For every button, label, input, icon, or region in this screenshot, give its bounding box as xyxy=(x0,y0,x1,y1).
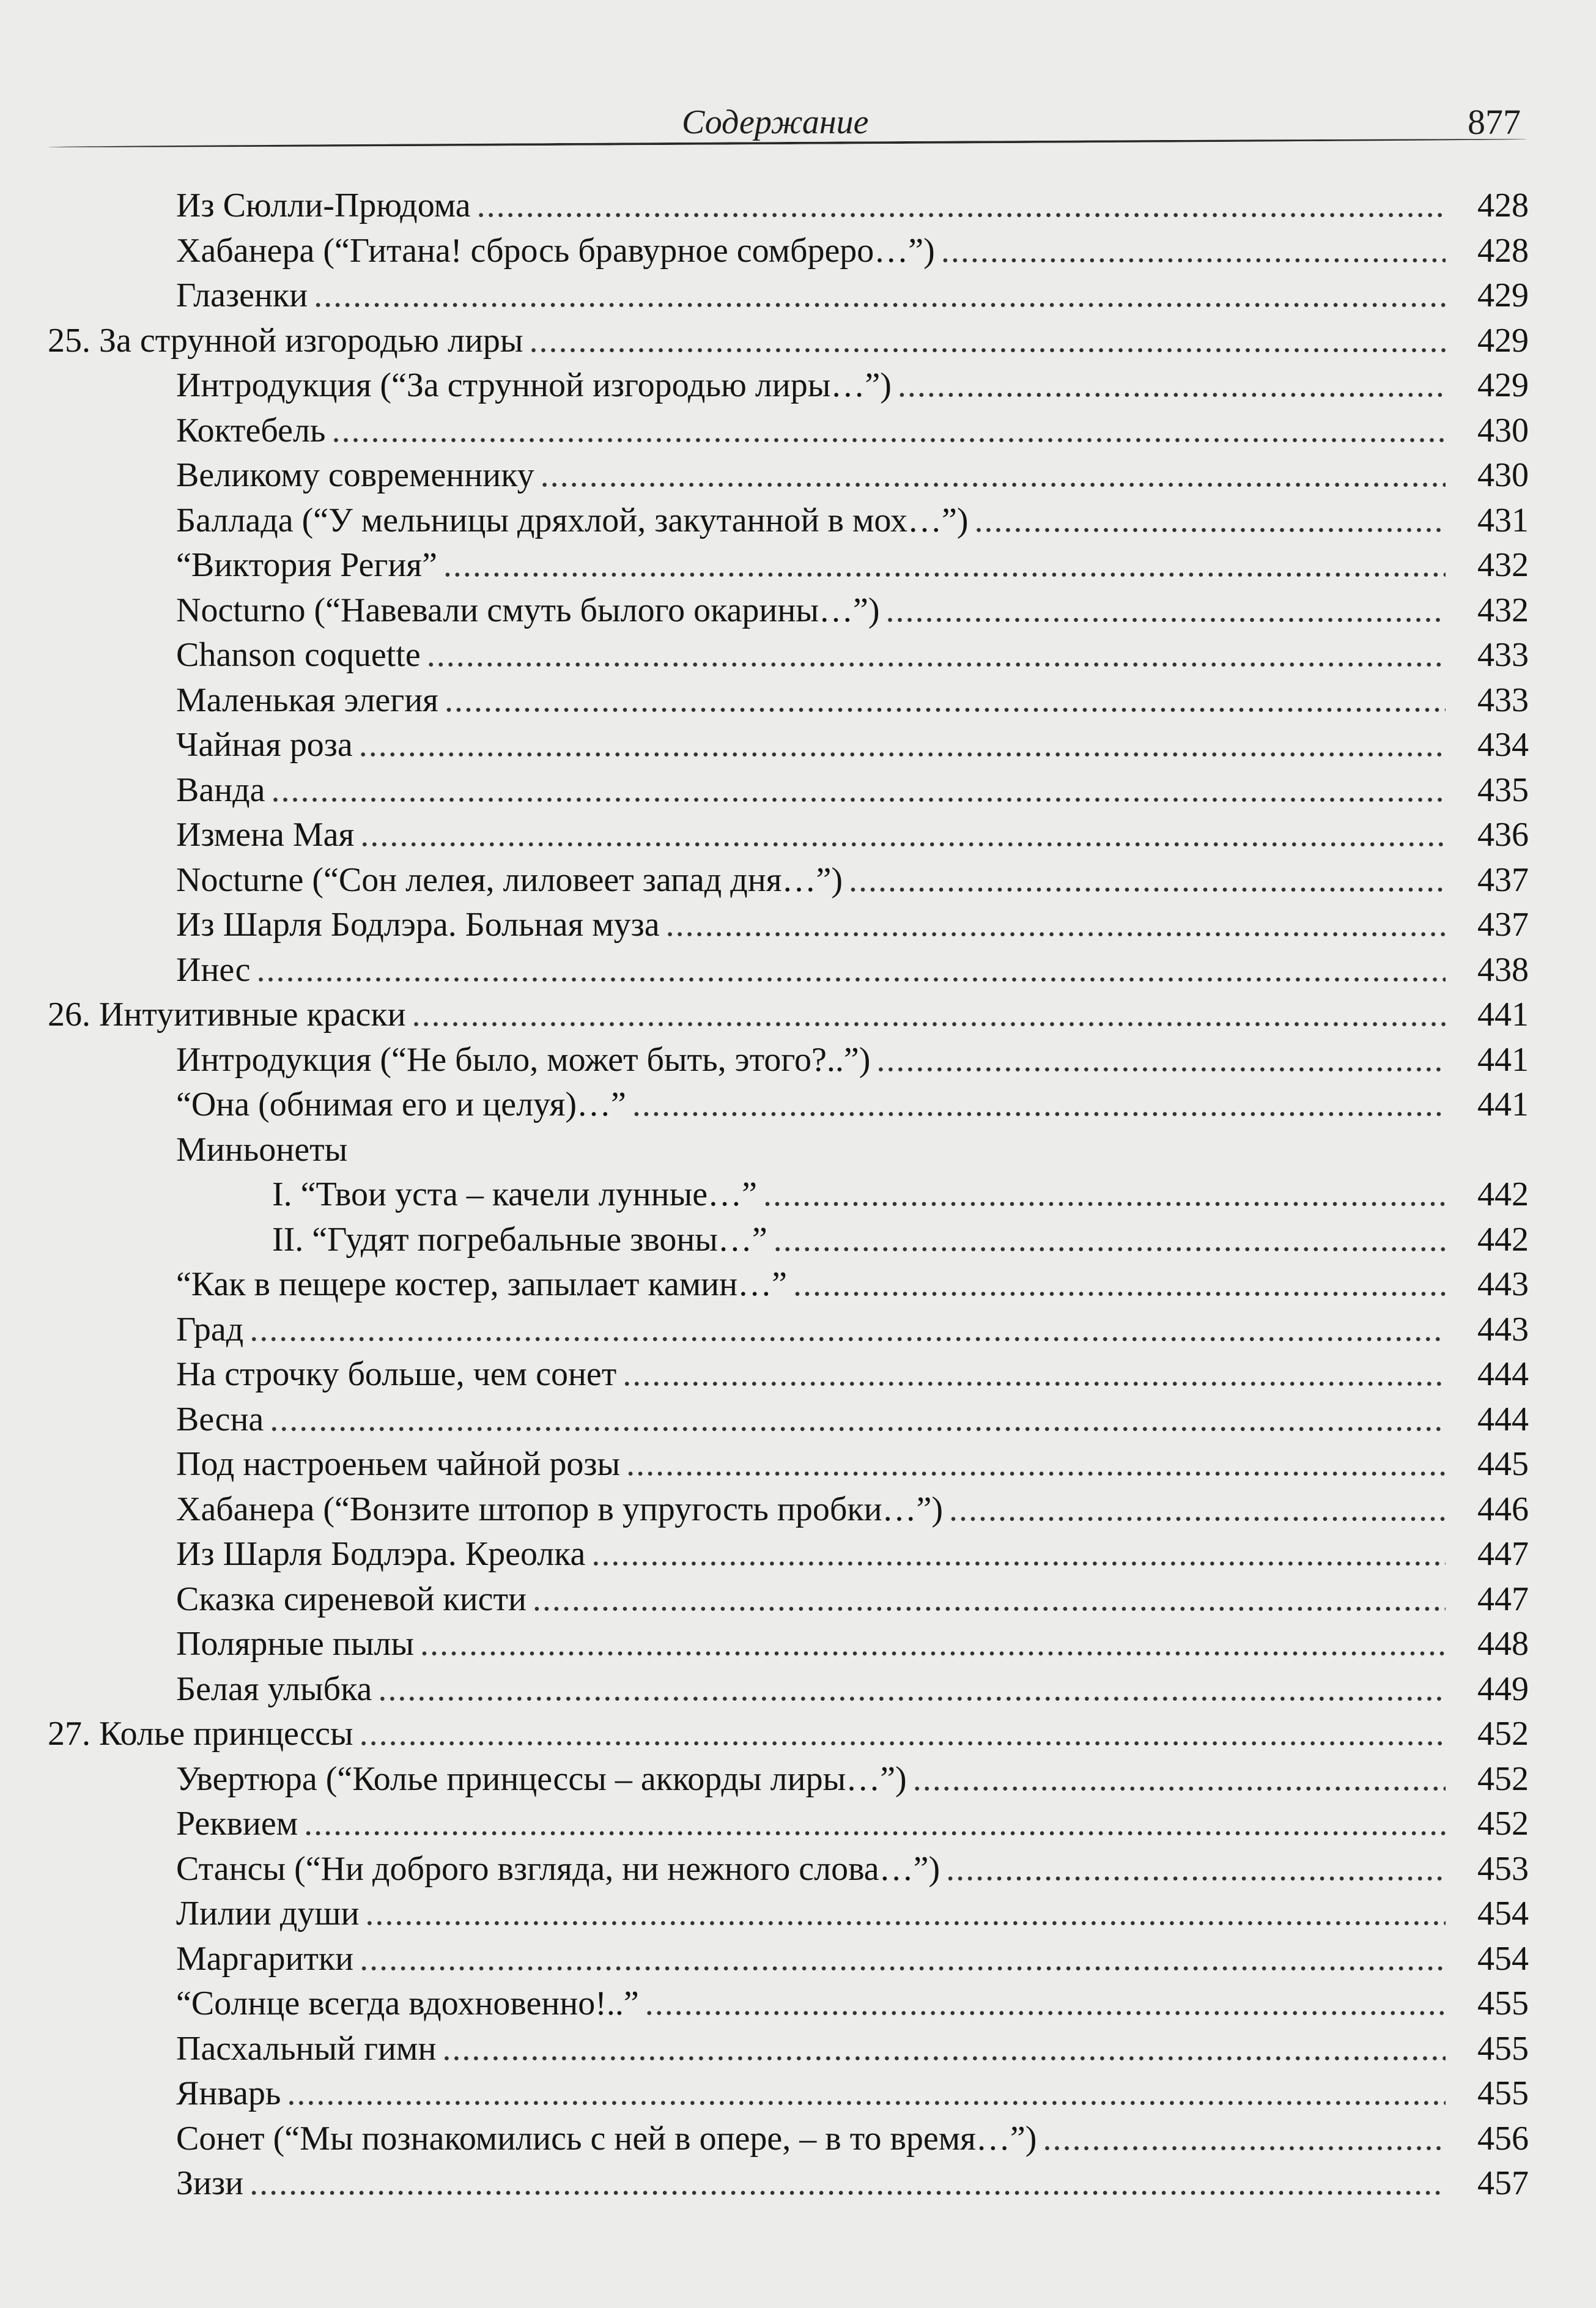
dot-leader xyxy=(533,1577,1446,1622)
toc-entry-row xyxy=(0,363,1529,409)
toc-page-number: 443 xyxy=(1477,1310,1529,1348)
toc-entry-row xyxy=(0,813,1529,858)
toc-entry-row xyxy=(0,1847,1529,1892)
toc-page-number: 432 xyxy=(1477,591,1529,629)
toc-page-number: 445 xyxy=(1477,1445,1529,1483)
toc-entry-row xyxy=(0,1082,1529,1128)
toc-entry-row xyxy=(0,858,1529,903)
toc-page-number: 452 xyxy=(1477,1805,1529,1843)
toc-entry-row xyxy=(0,1802,1529,1847)
dot-leader xyxy=(666,903,1446,948)
toc-entry-title: Nocturno (“Навевали смуть былого окарины…”) xyxy=(176,591,880,629)
dot-leader xyxy=(270,1397,1446,1443)
toc-page-number: 442 xyxy=(1477,1175,1529,1213)
running-title: Содержание xyxy=(682,103,869,141)
dot-leader xyxy=(949,1487,1446,1533)
toc-entry-title: Град xyxy=(176,1310,244,1348)
toc-entry-title: Полярные пылы xyxy=(176,1625,415,1663)
toc-page-number: 441 xyxy=(1477,1086,1529,1123)
toc-entry-title: Лилии души xyxy=(176,1895,360,1933)
dot-leader xyxy=(378,1667,1446,1712)
dot-leader xyxy=(272,768,1446,813)
dot-leader xyxy=(360,813,1446,858)
toc-entry-title: Измена Мая xyxy=(176,816,355,854)
toc-entry-title: Хабанера (“Гитана! сбрось бравурное сомбреро…”) xyxy=(176,231,935,270)
toc-entry-title: Сказка сиреневой кисти xyxy=(176,1580,526,1618)
toc-entry-row xyxy=(0,1622,1529,1667)
toc-page-number: 454 xyxy=(1477,1895,1529,1933)
toc-page-number: 448 xyxy=(1477,1625,1529,1663)
toc-entry-row xyxy=(0,1937,1529,1982)
dot-leader xyxy=(946,1847,1446,1892)
dot-leader xyxy=(591,1532,1446,1577)
toc-page-number: 456 xyxy=(1477,2119,1529,2158)
dot-leader xyxy=(541,453,1446,498)
toc-section-row xyxy=(0,1712,1529,1757)
toc-entry-title: Увертюра (“Колье принцессы – аккорды лиры…”) xyxy=(176,1759,907,1798)
dot-leader xyxy=(941,229,1446,274)
toc-entry-title: “Она (обнимая его и целуя)…” xyxy=(176,1086,626,1123)
toc-entry-row xyxy=(0,1532,1529,1577)
toc-entry-title: Реквием xyxy=(176,1805,298,1843)
toc-page-number: 431 xyxy=(1477,501,1529,539)
dot-leader xyxy=(849,858,1446,903)
toc-entry-row xyxy=(0,1128,1529,1173)
dot-leader xyxy=(331,409,1446,454)
dot-leader xyxy=(632,1082,1446,1128)
toc-entry-title: Стансы (“Ни доброго взгляда, ни нежного слова…”) xyxy=(176,1849,940,1888)
toc-page-number: 430 xyxy=(1477,456,1529,494)
toc-entry-row xyxy=(0,588,1529,634)
dot-leader xyxy=(365,1892,1446,1937)
toc-entry-row xyxy=(0,273,1529,319)
toc-entry-row xyxy=(0,1981,1529,2027)
toc-entry-row xyxy=(0,678,1529,723)
toc-entry-title: Из Шарля Бодлэра. Больная муза xyxy=(176,906,660,944)
dot-leader xyxy=(287,2071,1446,2117)
dot-leader xyxy=(626,1442,1446,1487)
toc-entry-title: “Как в пещере костер, запылает камин…” xyxy=(176,1265,787,1303)
toc-entry-row xyxy=(0,1892,1529,1937)
dot-leader xyxy=(763,1172,1446,1218)
toc-entry-row xyxy=(0,498,1529,544)
toc-entry-row xyxy=(0,1667,1529,1712)
dot-leader xyxy=(623,1352,1446,1397)
toc-entry-row xyxy=(0,1262,1529,1307)
dot-leader xyxy=(360,1712,1446,1757)
toc-page-number: 443 xyxy=(1477,1265,1529,1303)
toc-page-number: 441 xyxy=(1477,1040,1529,1079)
toc-page-number: 441 xyxy=(1477,996,1529,1034)
toc-entry-title: Баллада (“У мельницы дряхлой, закутанной в мох…”) xyxy=(176,501,969,539)
toc-entry-title: “Солнце всегда вдохновенно!..” xyxy=(176,1984,639,2022)
dot-leader xyxy=(314,273,1446,319)
toc-entry-title: 27. Колье принцессы xyxy=(48,1715,353,1753)
toc-entry-title: Интродукция (“Не было, может быть, этого?..”) xyxy=(176,1040,871,1079)
toc-entry-row xyxy=(0,1218,1529,1263)
toc-entry-title: 26. Интуитивные краски xyxy=(48,996,406,1034)
toc-entry-row xyxy=(0,948,1529,993)
toc-entry-title: Из Шарля Бодлэра. Креолка xyxy=(176,1535,586,1573)
toc-entry-title: Сонет (“Мы познакомились с ней в опере, – в то время…”) xyxy=(176,2119,1037,2158)
toc-page-number: 444 xyxy=(1477,1400,1529,1438)
toc-page-number: 455 xyxy=(1477,2074,1529,2112)
toc-entry-title: 25. За струнной изгородью лиры xyxy=(48,321,523,360)
toc-entry-row xyxy=(0,543,1529,588)
dot-leader xyxy=(427,633,1446,678)
toc-entry-row xyxy=(0,2071,1529,2117)
toc-page-number: 457 xyxy=(1477,2164,1529,2202)
dot-leader xyxy=(898,363,1446,409)
toc-entry-row xyxy=(0,1397,1529,1443)
toc-page-number: 430 xyxy=(1477,411,1529,449)
page-number: 877 xyxy=(1468,102,1521,142)
toc-entry-title: Пасхальный гимн xyxy=(176,2029,437,2068)
toc-entry-row xyxy=(0,1757,1529,1802)
dot-leader xyxy=(442,2027,1446,2072)
toc-entry-title: Белая улыбка xyxy=(176,1670,372,1708)
toc-entry-title: I. “Твои уста – качели лунные…” xyxy=(272,1175,757,1213)
toc-page-number: 447 xyxy=(1477,1535,1529,1573)
dot-leader xyxy=(793,1262,1446,1307)
toc-entry-row xyxy=(0,453,1529,498)
toc-entry-row xyxy=(0,1038,1529,1083)
dot-leader xyxy=(876,1038,1446,1083)
toc-page-number: 434 xyxy=(1477,726,1529,764)
dot-leader xyxy=(359,723,1446,768)
toc-entry-title: Коктебель xyxy=(176,411,326,449)
toc-entry-row xyxy=(0,229,1529,274)
dot-leader xyxy=(885,588,1446,634)
toc-entry-title: Ванда xyxy=(176,771,265,809)
toc-page-number: 446 xyxy=(1477,1490,1529,1528)
toc-entry-row xyxy=(0,1172,1529,1218)
toc-page-number: 437 xyxy=(1477,860,1529,899)
toc-entry-title: Nocturne (“Сон лелея, лиловеет запад дня…”) xyxy=(176,860,843,899)
toc-page-number: 444 xyxy=(1477,1355,1529,1393)
toc-entry-title: Миньонеты xyxy=(176,1130,348,1169)
toc-entry-row xyxy=(0,1577,1529,1622)
toc-page-number: 429 xyxy=(1477,366,1529,404)
toc-page-number: 447 xyxy=(1477,1580,1529,1618)
toc-entry-row xyxy=(0,768,1529,813)
toc-entry-row xyxy=(0,1307,1529,1353)
toc-entry-row xyxy=(0,2161,1529,2206)
dot-leader xyxy=(257,948,1446,993)
toc-entry-title: Маленькая элегия xyxy=(176,681,438,719)
toc-page-number: 452 xyxy=(1477,1715,1529,1753)
toc-entry-title: Глазенки xyxy=(176,276,308,314)
toc-entry-row xyxy=(0,903,1529,948)
toc-entry-row xyxy=(0,723,1529,768)
toc-page-number: 433 xyxy=(1477,681,1529,719)
table-of-contents xyxy=(0,183,1596,2206)
toc-entry-row xyxy=(0,1442,1529,1487)
toc-entry-title: “Виктория Регия” xyxy=(176,546,437,584)
toc-entry-row xyxy=(0,2117,1529,2162)
toc-page-number: 432 xyxy=(1477,546,1529,584)
dot-leader xyxy=(412,993,1446,1038)
toc-entry-title: Из Сюлли-Прюдома xyxy=(176,187,471,224)
toc-entry-title: Зизи xyxy=(176,2164,244,2202)
toc-page-number: 429 xyxy=(1477,321,1529,360)
toc-entry-title: Chanson coquette xyxy=(176,636,421,674)
toc-page-number: 428 xyxy=(1477,231,1529,270)
toc-page-number: 452 xyxy=(1477,1759,1529,1798)
dot-leader xyxy=(1043,2117,1446,2162)
toc-entry-row xyxy=(0,633,1529,678)
toc-page-number: 428 xyxy=(1477,187,1529,224)
toc-entry-row xyxy=(0,183,1529,229)
toc-entry-title: Январь xyxy=(176,2074,281,2112)
toc-page-number: 454 xyxy=(1477,1939,1529,1978)
dot-leader xyxy=(645,1981,1446,2027)
toc-entry-title: Великому современнику xyxy=(176,456,534,494)
toc-page-number: 435 xyxy=(1477,771,1529,809)
toc-section-row xyxy=(0,319,1529,364)
toc-entry-title: Инес xyxy=(176,950,251,989)
toc-entry-title: Интродукция (“За струнной изгородью лиры…”) xyxy=(176,366,892,404)
dot-leader xyxy=(530,319,1446,364)
toc-entry-row xyxy=(0,1352,1529,1397)
toc-entry-row xyxy=(0,1487,1529,1533)
toc-page-number: 455 xyxy=(1477,1984,1529,2022)
toc-entry-row xyxy=(0,409,1529,454)
dot-leader xyxy=(420,1622,1446,1667)
toc-page-number: 436 xyxy=(1477,816,1529,854)
toc-entry-title: На строчку больше, чем сонет xyxy=(176,1355,617,1393)
dot-leader xyxy=(304,1802,1446,1847)
dot-leader xyxy=(360,1937,1446,1982)
toc-entry-title: Чайная роза xyxy=(176,726,353,764)
toc-page-number: 442 xyxy=(1477,1220,1529,1259)
toc-section-row xyxy=(0,993,1529,1038)
toc-entry-row xyxy=(0,2027,1529,2072)
toc-page-number: 438 xyxy=(1477,950,1529,989)
toc-page-number: 455 xyxy=(1477,2029,1529,2068)
dot-leader xyxy=(445,678,1446,723)
dot-leader xyxy=(249,1307,1446,1353)
toc-page-number: 453 xyxy=(1477,1849,1529,1888)
toc-entry-title: II. “Гудят погребальные звоны…” xyxy=(272,1220,767,1259)
dot-leader xyxy=(443,543,1446,588)
dot-leader xyxy=(477,183,1446,229)
dot-leader xyxy=(975,498,1446,544)
dot-leader xyxy=(249,2161,1446,2206)
toc-page-number: 433 xyxy=(1477,636,1529,674)
toc-entry-title: Хабанера (“Вонзите штопор в упругость пробки…”) xyxy=(176,1490,944,1528)
toc-entry-title: Под настроеньем чайной розы xyxy=(176,1445,621,1483)
toc-page-number: 429 xyxy=(1477,276,1529,314)
toc-page-number: 449 xyxy=(1477,1670,1529,1708)
dot-leader xyxy=(913,1757,1446,1802)
toc-entry-title: Весна xyxy=(176,1400,264,1438)
toc-entry-title: Маргаритки xyxy=(176,1939,354,1978)
toc-page-number: 437 xyxy=(1477,906,1529,944)
dot-leader xyxy=(774,1218,1446,1263)
